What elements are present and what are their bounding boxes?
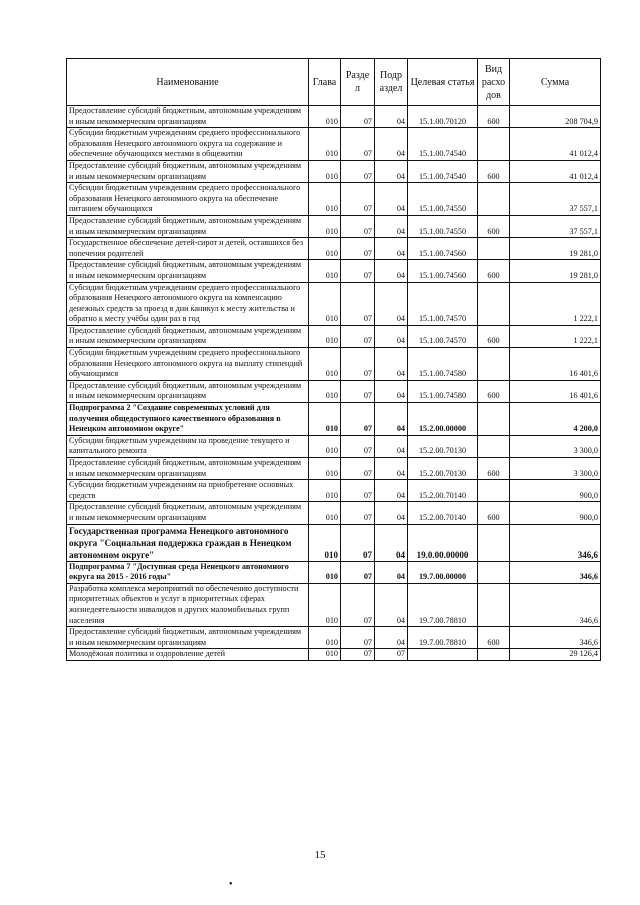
- row-name: Предоставление субсидий бюджетным, автономным учреждениям и иным некоммерческим организациям: [67, 260, 309, 282]
- row-podrazdel: 04: [375, 524, 408, 561]
- row-glava: 010: [309, 435, 341, 457]
- table-row: [67, 215, 601, 237]
- row-podrazdel: 04: [375, 458, 408, 480]
- row-podrazdel: 04: [375, 260, 408, 282]
- row-name: Подпрограмма 2 "Создание современных условий для получения общедоступного качественного образования в Ненецком автономном округе": [67, 403, 309, 436]
- table-row: [67, 348, 601, 381]
- row-summa: 41 012,4: [510, 160, 601, 182]
- row-name: Государственная программа Ненецкого автономного округа "Социальная поддержка граждан в Ненецком автономном округе": [67, 524, 309, 561]
- row-podrazdel: 04: [375, 380, 408, 402]
- row-vid: 600: [478, 458, 510, 480]
- row-glava: 010: [309, 583, 341, 626]
- table-row: [67, 106, 601, 128]
- row-summa: 29 126,4: [510, 649, 601, 661]
- row-tselevaya: 15.1.00.74580: [408, 348, 478, 381]
- row-razdel: 07: [341, 238, 375, 260]
- row-name: Субсидии бюджетным учреждениям среднего профессионального образования Ненецкого автономного округа на компенсацию денежных средств за проезд в дни каникул к месту жительства и обратно к месту учёбы один раз в год: [67, 282, 309, 325]
- row-razdel: 07: [341, 561, 375, 583]
- header-glava: Глава: [309, 59, 341, 106]
- row-summa: 1 222,1: [510, 325, 601, 347]
- row-vid: [478, 524, 510, 561]
- row-name: Предоставление субсидий бюджетным, автономным учреждениям и иным некоммерческим организациям: [67, 106, 309, 128]
- row-podrazdel: 04: [375, 183, 408, 216]
- row-vid: 600: [478, 325, 510, 347]
- row-summa: 19 281,0: [510, 260, 601, 282]
- row-glava: 010: [309, 128, 341, 161]
- row-summa: 3 300,0: [510, 435, 601, 457]
- row-vid: [478, 282, 510, 325]
- row-vid: [478, 435, 510, 457]
- table-row: [67, 380, 601, 402]
- row-podrazdel: 07: [375, 649, 408, 661]
- row-name: Субсидии бюджетным учреждениям среднего профессионального образования Ненецкого автономного округа на обеспечение питанием обучающихся: [67, 183, 309, 216]
- scan-speck: •: [229, 879, 233, 890]
- row-glava: 010: [309, 348, 341, 381]
- row-name: Субсидии бюджетным учреждениям на проведение текущего и капитального ремонта: [67, 435, 309, 457]
- table-row: [67, 160, 601, 182]
- row-tselevaya: 15.2.00.00000: [408, 403, 478, 436]
- row-vid: [478, 238, 510, 260]
- table-row-subprogram: [67, 403, 601, 436]
- row-razdel: 07: [341, 325, 375, 347]
- row-tselevaya: 15.1.00.74570: [408, 282, 478, 325]
- row-glava: 010: [309, 160, 341, 182]
- row-vid: [478, 403, 510, 436]
- row-podrazdel: 04: [375, 348, 408, 381]
- row-glava: 010: [309, 183, 341, 216]
- row-name: Предоставление субсидий бюджетным, автономным учреждениям и иным некоммерческим организациям: [67, 458, 309, 480]
- table-row: [67, 238, 601, 260]
- row-summa: 208 704,9: [510, 106, 601, 128]
- row-podrazdel: 04: [375, 215, 408, 237]
- row-razdel: 07: [341, 583, 375, 626]
- row-razdel: 07: [341, 380, 375, 402]
- row-glava: 010: [309, 260, 341, 282]
- row-name: Разработка комплекса мероприятий по обеспечению доступности приоритетных объектов и услуг в приоритетных сферах жизнедеятельности инвалидов и других маломобильных групп населения: [67, 583, 309, 626]
- row-tselevaya: 19.7.00.78810: [408, 583, 478, 626]
- row-podrazdel: 04: [375, 282, 408, 325]
- row-name: Субсидии бюджетным учреждениям среднего профессионального образования Ненецкого автономного округа на выплату стипендий обучающимся: [67, 348, 309, 381]
- row-podrazdel: 04: [375, 325, 408, 347]
- row-glava: 010: [309, 238, 341, 260]
- page-number: 15: [314, 849, 326, 861]
- row-razdel: 07: [341, 282, 375, 325]
- row-tselevaya: 15.1.00.74540: [408, 160, 478, 182]
- row-razdel: 07: [341, 435, 375, 457]
- row-razdel: 07: [341, 260, 375, 282]
- row-glava: 010: [309, 627, 341, 649]
- row-podrazdel: 04: [375, 160, 408, 182]
- row-name: Молодёжная политика и оздоровление детей: [67, 649, 309, 661]
- row-vid: [478, 480, 510, 502]
- row-podrazdel: 04: [375, 627, 408, 649]
- row-vid: [478, 583, 510, 626]
- table-row: [67, 282, 601, 325]
- row-vid: 600: [478, 160, 510, 182]
- row-tselevaya: 15.1.00.74550: [408, 215, 478, 237]
- row-razdel: 07: [341, 524, 375, 561]
- row-vid: 600: [478, 502, 510, 524]
- row-glava: 010: [309, 215, 341, 237]
- table-row: [67, 260, 601, 282]
- row-razdel: 07: [341, 502, 375, 524]
- row-tselevaya: 15.1.00.70120: [408, 106, 478, 128]
- row-summa: 41 012,4: [510, 128, 601, 161]
- table-row: [67, 128, 601, 161]
- table-row: [67, 183, 601, 216]
- row-vid: 600: [478, 215, 510, 237]
- row-glava: 010: [309, 325, 341, 347]
- row-name: Предоставление субсидий бюджетным, автономным учреждениям и иным некоммерческим организациям: [67, 627, 309, 649]
- row-glava: 010: [309, 480, 341, 502]
- row-summa: 900,0: [510, 502, 601, 524]
- row-tselevaya: 15.1.00.74560: [408, 260, 478, 282]
- row-razdel: 07: [341, 649, 375, 661]
- row-glava: 010: [309, 282, 341, 325]
- row-podrazdel: 04: [375, 128, 408, 161]
- row-name: Государственное обеспечение детей-сирот и детей, оставшихся без попечения родителей: [67, 238, 309, 260]
- row-glava: 010: [309, 458, 341, 480]
- row-tselevaya: 15.1.00.74560: [408, 238, 478, 260]
- table-row: [67, 480, 601, 502]
- table-row: [67, 435, 601, 457]
- table-row: [67, 458, 601, 480]
- row-vid: 600: [478, 627, 510, 649]
- row-podrazdel: 04: [375, 238, 408, 260]
- row-summa: 19 281,0: [510, 238, 601, 260]
- row-summa: 37 557,1: [510, 215, 601, 237]
- row-vid: 600: [478, 380, 510, 402]
- row-glava: 010: [309, 524, 341, 561]
- row-summa: 16 401,6: [510, 348, 601, 381]
- header-tselevaya: Целевая статья: [408, 59, 478, 106]
- row-tselevaya: 15.1.00.74550: [408, 183, 478, 216]
- row-summa: 16 401,6: [510, 380, 601, 402]
- table-header-row: [67, 59, 601, 106]
- table-row: [67, 502, 601, 524]
- row-name: Предоставление субсидий бюджетным, автономным учреждениям и иным некоммерческим организациям: [67, 325, 309, 347]
- header-podrazdel: Подр аздел: [375, 59, 408, 106]
- row-tselevaya: [408, 649, 478, 661]
- header-name: Наименование: [67, 59, 309, 106]
- row-vid: [478, 183, 510, 216]
- row-name: Предоставление субсидий бюджетным, автономным учреждениям и иным некоммерческим организациям: [67, 215, 309, 237]
- row-name: Субсидии бюджетным учреждениям на приобретение основных средств: [67, 480, 309, 502]
- row-glava: 010: [309, 106, 341, 128]
- row-summa: 346,6: [510, 627, 601, 649]
- row-podrazdel: 04: [375, 561, 408, 583]
- table-row: [67, 649, 601, 661]
- header-summa: Сумма: [510, 59, 601, 106]
- row-summa: 3 300,0: [510, 458, 601, 480]
- row-summa: 346,6: [510, 583, 601, 626]
- row-tselevaya: 15.1.00.74580: [408, 380, 478, 402]
- row-summa: 1 222,1: [510, 282, 601, 325]
- row-razdel: 07: [341, 627, 375, 649]
- row-podrazdel: 04: [375, 106, 408, 128]
- table-row: [67, 325, 601, 347]
- row-glava: 010: [309, 649, 341, 661]
- row-podrazdel: 04: [375, 583, 408, 626]
- row-tselevaya: 15.1.00.74570: [408, 325, 478, 347]
- row-podrazdel: 04: [375, 480, 408, 502]
- row-summa: 4 200,0: [510, 403, 601, 436]
- row-razdel: 07: [341, 480, 375, 502]
- row-glava: 010: [309, 380, 341, 402]
- row-tselevaya: 19.7.00.78810: [408, 627, 478, 649]
- row-razdel: 07: [341, 458, 375, 480]
- row-tselevaya: 19.7.00.00000: [408, 561, 478, 583]
- row-razdel: 07: [341, 403, 375, 436]
- row-razdel: 07: [341, 215, 375, 237]
- row-razdel: 07: [341, 348, 375, 381]
- row-summa: 37 557,1: [510, 183, 601, 216]
- row-summa: 346,6: [510, 524, 601, 561]
- row-podrazdel: 04: [375, 502, 408, 524]
- row-tselevaya: 15.2.00.70130: [408, 458, 478, 480]
- header-vid: Вид расхо дов: [478, 59, 510, 106]
- row-vid: 600: [478, 260, 510, 282]
- header-razdel: Разде л: [341, 59, 375, 106]
- row-razdel: 07: [341, 128, 375, 161]
- row-podrazdel: 04: [375, 435, 408, 457]
- row-vid: [478, 649, 510, 661]
- table-row: [67, 583, 601, 626]
- row-name: Предоставление субсидий бюджетным, автономным учреждениям и иным некоммерческим организациям: [67, 502, 309, 524]
- table-row-subprogram: [67, 561, 601, 583]
- row-name: Предоставление субсидий бюджетным, автономным учреждениям и иным некоммерческим организациям: [67, 380, 309, 402]
- row-vid: [478, 128, 510, 161]
- row-glava: 010: [309, 502, 341, 524]
- row-tselevaya: 15.1.00.74540: [408, 128, 478, 161]
- row-razdel: 07: [341, 160, 375, 182]
- row-razdel: 07: [341, 183, 375, 216]
- row-vid: [478, 561, 510, 583]
- row-summa: 900,0: [510, 480, 601, 502]
- row-name: Субсидии бюджетным учреждениям среднего профессионального образования Ненецкого автономного округа на содержание и обеспечение обучающихся местами в общежитии: [67, 128, 309, 161]
- row-vid: [478, 348, 510, 381]
- row-name: Подпрограмма 7 "Доступная среда Ненецкого автономного округа на 2015 - 2016 годы": [67, 561, 309, 583]
- row-tselevaya: 15.2.00.70130: [408, 435, 478, 457]
- row-summa: 346,6: [510, 561, 601, 583]
- row-vid: 600: [478, 106, 510, 128]
- budget-table: [66, 58, 601, 661]
- row-podrazdel: 04: [375, 403, 408, 436]
- row-tselevaya: 19.0.00.00000: [408, 524, 478, 561]
- row-glava: 010: [309, 561, 341, 583]
- row-glava: 010: [309, 403, 341, 436]
- table-row: [67, 627, 601, 649]
- table-row-program: [67, 524, 601, 561]
- row-razdel: 07: [341, 106, 375, 128]
- row-tselevaya: 15.2.00.70140: [408, 480, 478, 502]
- row-name: Предоставление субсидий бюджетным, автономным учреждениям и иным некоммерческим организациям: [67, 160, 309, 182]
- row-tselevaya: 15.2.00.70140: [408, 502, 478, 524]
